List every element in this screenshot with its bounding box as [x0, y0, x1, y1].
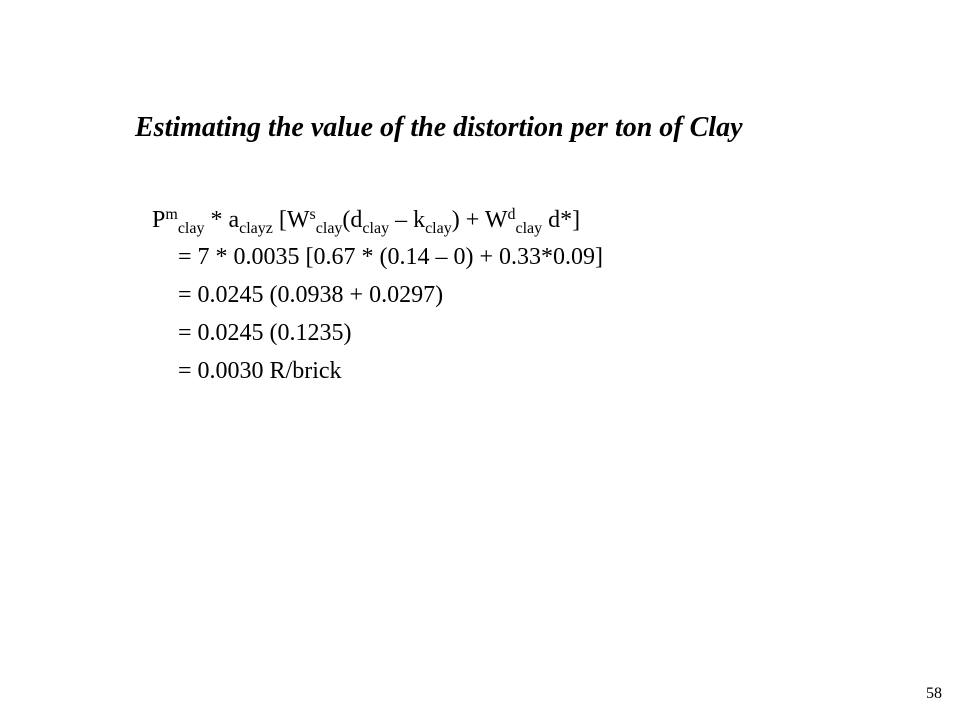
formula-subscript-clay: clay: [315, 220, 343, 237]
formula-subscript-clay: clay: [515, 220, 543, 237]
formula-subscript-clay: clay: [362, 220, 390, 237]
calculation-step: = 0.0030 R/brick: [178, 358, 342, 384]
formula-subscript-clayz: clayz: [239, 220, 273, 237]
formula-text-d-star: d*]: [542, 207, 581, 233]
formula-text-open-d: (d: [342, 207, 363, 233]
formula-subscript-clay: clay: [177, 220, 205, 237]
slide-title: Estimating the value of the distortion per ton of Clay: [135, 112, 743, 143]
formula-text-minus-k: – k: [389, 207, 426, 233]
page-number: 58: [926, 685, 942, 702]
formula-superscript-m: m: [165, 206, 178, 223]
formula-superscript-s: s: [309, 206, 316, 223]
formula-text-open-w: [W: [272, 207, 310, 233]
calculation-step: = 7 * 0.0035 [0.67 * (0.14 – 0) + 0.33*0.09]: [178, 244, 604, 270]
formula-subscript-clay: clay: [425, 220, 452, 237]
distortion-formula: [152, 196, 580, 244]
formula-superscript-d: d: [507, 206, 516, 223]
calculation-steps: [178, 238, 603, 390]
formula-text-close-plus-w: ) + W: [451, 207, 508, 233]
formula-text-star-a: * a: [204, 207, 240, 233]
formula-symbol-p: P: [152, 207, 166, 233]
calculation-step: = 0.0245 (0.0938 + 0.0297): [178, 282, 444, 308]
calculation-step: = 0.0245 (0.1235): [178, 320, 352, 346]
